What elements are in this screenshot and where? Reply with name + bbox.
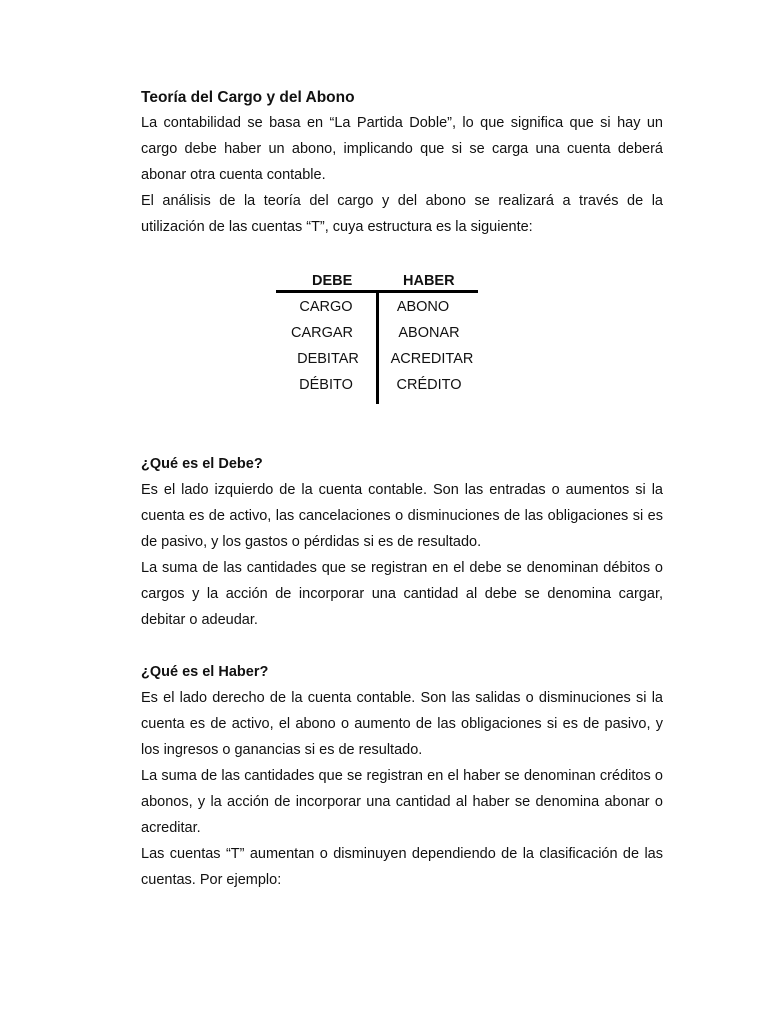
- t-account-right-cell: CRÉDITO: [396, 377, 462, 393]
- document-page: [141, 86, 663, 240]
- intro-paragraph-1: La contabilidad se basa en “La Partida Doble”, lo que significa que si hay un cargo debe haber un abono, implicando que si se carga una cuenta deberá abonar otra cuenta contable.: [141, 115, 663, 183]
- debe-paragraph-1: Es el lado izquierdo de la cuenta contable. Son las entradas o aumentos si la cuenta es de activo, las cancelaciones o disminuciones de las obligaciones si es de pasivo, y los gastos o pérdidas si es de resultado.: [141, 482, 663, 550]
- t-account-debe-header: DEBE: [312, 273, 353, 289]
- t-account-haber-header: HABER: [403, 273, 455, 289]
- haber-heading: ¿Qué es el Haber?: [141, 664, 269, 680]
- t-account-left-cell: CARGO: [299, 299, 353, 315]
- section-spacer: [141, 633, 663, 659]
- debe-paragraph-2: La suma de las cantidades que se registran en el debe se denominan débitos o cargos y la acción de incorporar una cantidad al debe se denomina cargar, debitar o adeudar.: [141, 560, 663, 628]
- page-title: Teoría del Cargo y del Abono: [141, 89, 355, 106]
- t-account-left-cell: DÉBITO: [299, 377, 353, 393]
- debe-heading: ¿Qué es el Debe?: [141, 456, 263, 472]
- t-account-right-cell: ACREDITAR: [390, 351, 474, 367]
- t-account-right-cell: ABONO: [396, 299, 450, 315]
- haber-paragraph-3: Las cuentas “T” aumentan o disminuyen dependiendo de la clasificación de las cuentas. Por ejemplo:: [141, 846, 663, 888]
- t-account-left-cell: DEBITAR: [297, 351, 359, 367]
- haber-paragraph-1: Es el lado derecho de la cuenta contable. Son las salidas o disminuciones si la cuenta es de activo, el abono o aumento de las obligaciones si es de pasivo, y los ingresos o ganancias si es de resultado.: [141, 690, 663, 758]
- t-account-right-cell: ABONAR: [398, 325, 460, 341]
- haber-paragraph-2: La suma de las cantidades que se registran en el haber se denominan créditos o abonos, y la acción de incorporar una cantidad al haber se denomina abonar o acreditar.: [141, 768, 663, 836]
- intro-paragraph-2: El análisis de la teoría del cargo y del abono se realizará a través de la utilización de las cuentas “T”, cuya estructura es la siguiente:: [141, 193, 663, 235]
- t-account-left-cell: CARGAR: [290, 325, 354, 341]
- t-account-diagram: [276, 270, 478, 404]
- definitions-section: [141, 451, 663, 893]
